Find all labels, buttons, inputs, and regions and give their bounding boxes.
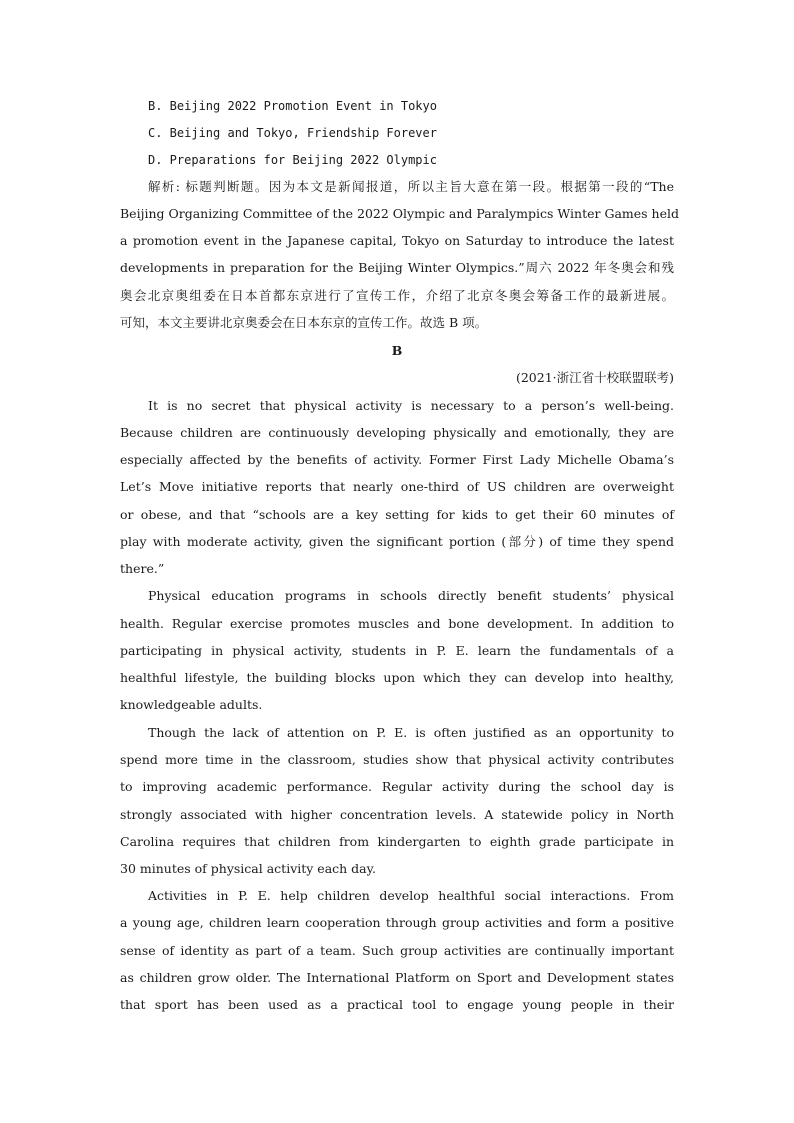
passage-line: that sport has been used as a practical tool to engage young people in their [120, 997, 674, 1012]
passage-line: a young age, children learn cooperation through group activities and form a positive [120, 915, 674, 930]
passage-line: healthful lifestyle, the building blocks upon which they can develop into healthy, [120, 670, 674, 685]
option-d: D. Preparations for Beijing 2022 Olympic [148, 153, 437, 167]
passage-line: Physical education programs in schools directly benefit students’ physical [148, 588, 674, 603]
source-note: (2021·浙江省十校联盟联考) [515, 370, 674, 385]
passage-line: 30 minutes of physical activity each day. [120, 861, 377, 876]
passage-line: as children grow older. The International Platform on Sport and Development states [120, 970, 674, 985]
passage-line: Though the lack of attention on P. E. is often justified as an opportunity to [148, 725, 674, 740]
analysis-line: 可知，本文主要讲北京奥委会在日本东京的宣传工作。故选 B 项。 [120, 315, 488, 330]
passage-line: health. Regular exercise promotes muscles and bone development. In addition to [120, 616, 674, 631]
passage-line: Because children are continuously developing physically and emotionally, they are [120, 425, 674, 440]
analysis-line: Beijing Organizing Committee of the 2022 Olympic and Paralympics Winter Games held [120, 206, 679, 221]
section-letter: B [391, 343, 403, 358]
passage-line: or obese, and that “schools are a key setting for kids to get their 60 minutes of [120, 507, 674, 522]
passage-line: strongly associated with higher concentration levels. A statewide policy in North [120, 807, 674, 822]
passage-line: there.” [120, 561, 165, 576]
passage-line: Carolina requires that children from kindergarten to eighth grade participate in [120, 834, 674, 849]
analysis-line: developments in preparation for the Beijing Winter Olympics.”周六 2022 年冬奥会和残 [120, 260, 674, 275]
option-c: C. Beijing and Tokyo, Friendship Forever [148, 126, 437, 140]
passage-line: Let’s Move initiative reports that nearly one-third of US children are overweight [120, 479, 674, 494]
analysis-line: a promotion event in the Japanese capital, Tokyo on Saturday to introduce the latest [120, 233, 674, 248]
passage-line: sense of identity as part of a team. Such group activities are continually important [120, 943, 674, 958]
passage-line: It is no secret that physical activity is necessary to a person’s well-being. [148, 398, 674, 413]
passage-line: especially affected by the benefits of activity. Former First Lady Michelle Obama’s [120, 452, 674, 467]
passage-line: spend more time in the classroom, studies show that physical activity contributes [120, 752, 674, 767]
passage-line: knowledgeable adults. [120, 697, 263, 712]
passage-line: play with moderate activity, given the significant portion (部分) of time they spend [120, 534, 674, 549]
analysis-line: 解析: 标题判断题。因为本文是新闻报道，所以主旨大意在第一段。根据第一段的“The [148, 179, 674, 194]
passage-line: participating in physical activity, students in P. E. learn the fundamentals of a [120, 643, 674, 658]
option-b: B. Beijing 2022 Promotion Event in Tokyo [148, 99, 437, 113]
passage-line: to improving academic performance. Regular activity during the school day is [120, 779, 674, 794]
passage-line: Activities in P. E. help children develop healthful social interactions. From [148, 888, 674, 903]
analysis-line: 奥会北京奥组委在日本首都东京进行了宣传工作，介绍了北京冬奥会筹备工作的最新进展。 [120, 288, 674, 303]
